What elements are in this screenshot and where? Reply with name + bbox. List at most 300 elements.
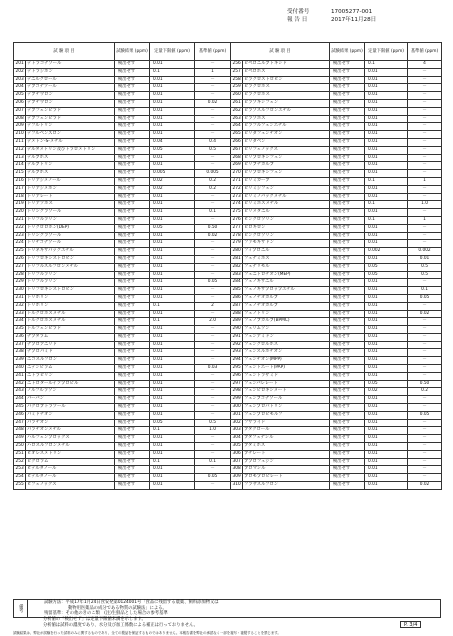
item-result: 検出せず bbox=[330, 201, 365, 209]
item-standard: － bbox=[195, 341, 231, 349]
item-name: テルブトリン bbox=[26, 162, 115, 170]
item-result: 検出せず bbox=[115, 341, 150, 349]
item-standard: 0.02 bbox=[408, 310, 442, 318]
item-name: トリシクラゾール bbox=[26, 232, 115, 240]
item-standard: 0.5 bbox=[195, 419, 231, 427]
table-row bbox=[231, 302, 442, 310]
item-result: 検出せず bbox=[330, 209, 365, 217]
item-result: 検出せず bbox=[115, 411, 150, 419]
item-loq: 0.05 bbox=[365, 380, 408, 388]
item-number: 225 bbox=[14, 248, 26, 256]
item-result: 検出せず bbox=[330, 450, 365, 458]
table-row bbox=[14, 232, 231, 240]
table-row bbox=[231, 99, 442, 107]
table-row bbox=[14, 287, 231, 295]
table-row bbox=[231, 84, 442, 92]
item-standard: 0.02 bbox=[195, 232, 231, 240]
item-standard: － bbox=[195, 123, 231, 131]
table-row bbox=[231, 435, 442, 443]
item-result: 検出せず bbox=[330, 115, 365, 123]
item-standard: － bbox=[408, 84, 442, 92]
item-loq: 0.01 bbox=[365, 474, 408, 482]
item-result: 検出せず bbox=[115, 154, 150, 162]
item-number: 226 bbox=[14, 255, 26, 263]
item-loq: 0.01 bbox=[365, 466, 408, 474]
item-standard: 0.002 bbox=[408, 248, 442, 256]
table-row bbox=[231, 294, 442, 302]
item-number: 272 bbox=[231, 185, 243, 193]
item-number: 233 bbox=[14, 310, 26, 318]
item-number: 243 bbox=[14, 388, 26, 396]
item-number: 308 bbox=[231, 466, 243, 474]
item-result: 検出せず bbox=[115, 482, 150, 490]
table-row bbox=[14, 123, 231, 131]
item-number: 227 bbox=[14, 263, 26, 271]
table-row bbox=[14, 240, 231, 248]
item-loq: 0.01 bbox=[365, 209, 408, 217]
item-result: 検出せず bbox=[115, 263, 150, 271]
item-standard: － bbox=[195, 357, 231, 365]
item-loq: 0.05 bbox=[365, 263, 408, 271]
item-result: 検出せず bbox=[330, 76, 365, 84]
footer-disclaimer: 試験結果は、弊社が試験を行った試料のみに関するものであり、全ての製品を保証するものではありません。本報告書を弊社の承認なく一部を複写・複製することを禁じます。 bbox=[13, 631, 281, 635]
table-row bbox=[231, 482, 442, 490]
item-number: 278 bbox=[231, 232, 243, 240]
item-result: 検出せず bbox=[115, 162, 150, 170]
item-standard: － bbox=[408, 450, 442, 458]
item-standard: － bbox=[408, 333, 442, 341]
item-result: 検出せず bbox=[330, 216, 365, 224]
item-number: 250 bbox=[14, 443, 26, 451]
item-result: 検出せず bbox=[330, 154, 365, 162]
item-number: 268 bbox=[231, 154, 243, 162]
item-loq: 0.1 bbox=[150, 318, 195, 326]
item-result: 検出せず bbox=[330, 326, 365, 334]
item-result: 検出せず bbox=[115, 318, 150, 326]
item-standard: － bbox=[195, 240, 231, 248]
item-loq: 0.01 bbox=[150, 271, 195, 279]
item-number: 209 bbox=[14, 123, 26, 131]
item-name: ノルフルラゾン bbox=[26, 388, 115, 396]
item-result: 検出せず bbox=[115, 84, 150, 92]
item-result: 検出せず bbox=[115, 240, 150, 248]
item-standard: － bbox=[195, 76, 231, 84]
item-number: 245 bbox=[14, 404, 26, 412]
item-number: 217 bbox=[14, 185, 26, 193]
item-loq: 0.01 bbox=[365, 99, 408, 107]
item-loq: 0.01 bbox=[365, 357, 408, 365]
item-result: 検出せず bbox=[330, 224, 365, 232]
table-row bbox=[14, 115, 231, 123]
item-number: 260 bbox=[231, 92, 243, 100]
item-result: 検出せず bbox=[330, 287, 365, 295]
table-row bbox=[14, 474, 231, 482]
item-result: 検出せず bbox=[115, 138, 150, 146]
item-standard: 0.01 bbox=[408, 255, 442, 263]
receipt-number-row bbox=[287, 9, 437, 17]
item-number: 277 bbox=[231, 224, 243, 232]
item-result: 検出せず bbox=[115, 302, 150, 310]
item-result: 検出せず bbox=[330, 232, 365, 240]
item-result: 検出せず bbox=[330, 404, 365, 412]
item-name: ブタクロール bbox=[243, 427, 330, 435]
item-name: テルブホス bbox=[26, 154, 115, 162]
table-row bbox=[14, 318, 231, 326]
item-loq: 0.01 bbox=[150, 396, 195, 404]
table-row bbox=[231, 209, 442, 217]
item-name: パラチオンメチル bbox=[26, 427, 115, 435]
item-loq: 0.01 bbox=[150, 232, 195, 240]
item-name: ピリプロキシフェン bbox=[243, 154, 330, 162]
item-name: ピラゾスルフロンエチル bbox=[243, 107, 330, 115]
item-name: トリフルラリン bbox=[26, 216, 115, 224]
item-loq: 0.01 bbox=[365, 240, 408, 248]
item-result: 検出せず bbox=[115, 177, 150, 185]
item-result: 検出せず bbox=[115, 123, 150, 131]
item-result: 検出せず bbox=[115, 419, 150, 427]
item-result: 検出せず bbox=[115, 115, 150, 123]
item-result: 検出せず bbox=[115, 388, 150, 396]
item-result: 検出せず bbox=[115, 427, 150, 435]
item-number: 307 bbox=[231, 458, 243, 466]
table-row bbox=[231, 419, 442, 427]
item-number: 290 bbox=[231, 326, 243, 334]
table-row bbox=[231, 427, 442, 435]
item-name: フラザスルフロン bbox=[243, 482, 330, 490]
item-name: フェントラザミド bbox=[243, 372, 330, 380]
header-standard: 基準値 (ppm) bbox=[195, 43, 231, 61]
item-number: 303 bbox=[231, 427, 243, 435]
table-row bbox=[231, 146, 442, 154]
item-name: ブタフェナシル bbox=[243, 435, 330, 443]
item-name: トリフロキシストロビン bbox=[26, 287, 115, 295]
item-name: ビオレスメトリン bbox=[26, 450, 115, 458]
item-name: ブロモプロピレート bbox=[243, 474, 330, 482]
item-result: 検出せず bbox=[330, 341, 365, 349]
item-standard: － bbox=[195, 92, 231, 100]
item-name: テトラコナゾール bbox=[26, 61, 115, 69]
item-result: 検出せず bbox=[330, 411, 365, 419]
item-name: ピリダベン bbox=[243, 138, 330, 146]
item-result: 検出せず bbox=[115, 396, 150, 404]
item-name: テニルクロール bbox=[26, 76, 115, 84]
item-number: 204 bbox=[14, 84, 26, 92]
item-name: ニコスルフロン bbox=[26, 357, 115, 365]
item-name: ピラゾホス bbox=[243, 115, 330, 123]
item-result: 検出せず bbox=[115, 333, 150, 341]
item-result: 検出せず bbox=[115, 68, 150, 76]
item-loq: 0.01 bbox=[365, 115, 408, 123]
table-row bbox=[14, 482, 231, 490]
item-result: 検出せず bbox=[330, 185, 365, 193]
item-number: 309 bbox=[231, 474, 243, 482]
item-loq: 0.01 bbox=[365, 294, 408, 302]
item-number: 228 bbox=[14, 271, 26, 279]
item-standard: － bbox=[408, 115, 442, 123]
notes-line: 分析値の「検出せず」は定量下限値未満を示します。 bbox=[43, 617, 146, 622]
item-loq: 0.1 bbox=[150, 458, 195, 466]
item-loq: 0.01 bbox=[365, 404, 408, 412]
item-standard: － bbox=[408, 349, 442, 357]
item-loq: 0.01 bbox=[365, 482, 408, 490]
item-name: フェントエート(PAP) bbox=[243, 365, 330, 373]
item-loq: 0.01 bbox=[365, 193, 408, 201]
item-number: 254 bbox=[14, 474, 26, 482]
item-name: トリフロキシストロビン bbox=[26, 255, 115, 263]
item-number: 251 bbox=[14, 450, 26, 458]
header-item: 試 験 項 目 bbox=[231, 43, 330, 61]
item-loq: 0.1 bbox=[150, 302, 195, 310]
table-row bbox=[231, 76, 442, 84]
item-loq: 0.05 bbox=[150, 146, 195, 154]
item-result: 検出せず bbox=[115, 193, 150, 201]
item-result: 検出せず bbox=[330, 302, 365, 310]
item-standard: － bbox=[195, 349, 231, 357]
item-standard: － bbox=[408, 458, 442, 466]
item-loq: 0.1 bbox=[365, 177, 408, 185]
item-loq: 0.01 bbox=[150, 248, 195, 256]
item-standard: － bbox=[195, 162, 231, 170]
item-number: 271 bbox=[231, 177, 243, 185]
table-row bbox=[14, 302, 231, 310]
item-result: 検出せず bbox=[330, 99, 365, 107]
item-standard: － bbox=[195, 396, 231, 404]
item-standard: － bbox=[408, 404, 442, 412]
table-row bbox=[231, 224, 442, 232]
item-result: 検出せず bbox=[330, 443, 365, 451]
item-result: 検出せず bbox=[330, 146, 365, 154]
item-standard: 0.5 bbox=[408, 263, 442, 271]
item-standard: － bbox=[408, 138, 442, 146]
item-loq: 0.1 bbox=[150, 427, 195, 435]
item-standard: － bbox=[408, 107, 442, 115]
table-row bbox=[14, 154, 231, 162]
table-row bbox=[231, 232, 442, 240]
table-row bbox=[14, 92, 231, 100]
item-loq: 0.01 bbox=[150, 372, 195, 380]
item-loq: 0.01 bbox=[365, 76, 408, 84]
item-loq: 0.1 bbox=[150, 68, 195, 76]
item-number: 201 bbox=[14, 61, 26, 69]
item-result: 検出せず bbox=[115, 248, 150, 256]
item-name: ファモキサドン bbox=[243, 240, 330, 248]
item-name: ピペロニルブトキシド bbox=[243, 61, 330, 69]
item-loq: 0.01 bbox=[150, 107, 195, 115]
item-standard: － bbox=[195, 482, 231, 490]
item-name: トルクロホスメチル bbox=[26, 310, 115, 318]
item-name: フェナミホス bbox=[243, 255, 330, 263]
item-standard: － bbox=[195, 154, 231, 162]
table-row bbox=[231, 318, 442, 326]
item-loq: 0.01 bbox=[150, 76, 195, 84]
table-row bbox=[14, 177, 231, 185]
table-row bbox=[231, 287, 442, 295]
item-number: 211 bbox=[14, 138, 26, 146]
item-number: 249 bbox=[14, 435, 26, 443]
item-number: 293 bbox=[231, 349, 243, 357]
item-standard: 0.2 bbox=[195, 177, 231, 185]
item-standard: － bbox=[195, 404, 231, 412]
item-standard: － bbox=[408, 193, 442, 201]
item-number: 262 bbox=[231, 107, 243, 115]
item-standard: 0.05 bbox=[195, 279, 231, 287]
item-standard: － bbox=[195, 294, 231, 302]
table-row bbox=[231, 388, 442, 396]
item-result: 検出せず bbox=[330, 162, 365, 170]
item-number: 241 bbox=[14, 372, 26, 380]
item-loq: 0.005 bbox=[150, 170, 195, 178]
item-standard: － bbox=[408, 224, 442, 232]
item-standard: － bbox=[408, 372, 442, 380]
item-loq: 0.01 bbox=[365, 84, 408, 92]
item-name: トルクロホスメチル bbox=[26, 318, 115, 326]
item-name: ニトロタールイソプロピル bbox=[26, 380, 115, 388]
item-standard: － bbox=[195, 372, 231, 380]
item-loq: 0.002 bbox=[365, 248, 408, 256]
item-loq: 0.01 bbox=[365, 326, 408, 334]
item-result: 検出せず bbox=[115, 365, 150, 373]
item-name: ブプロフェジン bbox=[243, 458, 330, 466]
item-loq: 0.01 bbox=[365, 255, 408, 263]
item-standard: － bbox=[195, 61, 231, 69]
item-name: フェンピロキシメート bbox=[243, 388, 330, 396]
item-name: ハルフェンプロックス bbox=[26, 435, 115, 443]
header-standard: 基準値 (ppm) bbox=[408, 43, 442, 61]
item-standard: 0.05 bbox=[195, 474, 231, 482]
item-name: フェンスルホチオン bbox=[243, 349, 330, 357]
notes-line: 動物用医薬品の成分である物質の試験法」による。 bbox=[68, 605, 167, 611]
item-result: 検出せず bbox=[330, 310, 365, 318]
item-name: フェノトリン bbox=[243, 310, 330, 318]
item-loq: 0.04 bbox=[150, 138, 195, 146]
item-standard: 0.5 bbox=[195, 146, 231, 154]
item-loq: 0.01 bbox=[150, 201, 195, 209]
item-standard: － bbox=[195, 193, 231, 201]
item-standard: － bbox=[408, 92, 442, 100]
table-row bbox=[14, 466, 231, 474]
item-name: フェノチオカルブ bbox=[243, 294, 330, 302]
item-loq: 0.01 bbox=[365, 224, 408, 232]
item-name: テフルベンズロン bbox=[26, 131, 115, 139]
item-standard: 0.5 bbox=[408, 271, 442, 279]
item-loq: 0.01 bbox=[365, 162, 408, 170]
item-number: 297 bbox=[231, 380, 243, 388]
item-loq: 0.01 bbox=[150, 365, 195, 373]
item-result: 検出せず bbox=[330, 177, 365, 185]
item-number: 242 bbox=[14, 380, 26, 388]
item-loq: 0.02 bbox=[365, 388, 408, 396]
item-name: フェノブカルブ(BPMC) bbox=[243, 318, 330, 326]
header-result: 試験結果 (ppm) bbox=[115, 43, 150, 61]
item-number: 222 bbox=[14, 224, 26, 232]
item-loq: 0.01 bbox=[365, 68, 408, 76]
item-loq: 0.01 bbox=[365, 232, 408, 240]
item-number: 229 bbox=[14, 279, 26, 287]
item-loq: 0.01 bbox=[365, 341, 408, 349]
item-result: 検出せず bbox=[330, 248, 365, 256]
item-standard: 0.1 bbox=[195, 209, 231, 217]
item-name: ビフェノックス bbox=[26, 482, 115, 490]
item-loq: 0.01 bbox=[365, 279, 408, 287]
table-row bbox=[231, 68, 442, 76]
item-result: 検出せず bbox=[115, 107, 150, 115]
item-loq: 0.01 bbox=[150, 240, 195, 248]
item-name: ビテルタノール bbox=[26, 474, 115, 482]
table-row bbox=[14, 61, 231, 69]
item-number: 212 bbox=[14, 146, 26, 154]
header-result: 試験結果 (ppm) bbox=[330, 43, 365, 61]
item-number: 289 bbox=[231, 318, 243, 326]
item-number: 285 bbox=[231, 287, 243, 295]
item-number: 287 bbox=[231, 302, 243, 310]
item-loq: 0.02 bbox=[150, 185, 195, 193]
item-loq: 0.01 bbox=[365, 443, 408, 451]
notes-line: 残留基準：その他のきのこ類 (注)生鮮品とした場合の参考基準 bbox=[44, 611, 168, 617]
item-loq: 0.1 bbox=[365, 216, 408, 224]
item-name: フェンクロルホス bbox=[243, 341, 330, 349]
item-loq: 0.01 bbox=[365, 365, 408, 373]
item-number: 284 bbox=[231, 279, 243, 287]
item-loq: 0.01 bbox=[365, 333, 408, 341]
table-row bbox=[14, 372, 231, 380]
table-row bbox=[231, 240, 442, 248]
item-number: 275 bbox=[231, 209, 243, 217]
item-name: フェンバレレート bbox=[243, 380, 330, 388]
report-header bbox=[287, 9, 437, 25]
item-name: ピラフルフェンエチル bbox=[243, 123, 330, 131]
item-loq: 0.01 bbox=[365, 349, 408, 357]
item-name: フサライド bbox=[243, 419, 330, 427]
item-result: 検出せず bbox=[115, 380, 150, 388]
item-loq: 0.01 bbox=[365, 107, 408, 115]
item-name: ピペロホス bbox=[243, 68, 330, 76]
item-standard: 0.4 bbox=[195, 138, 231, 146]
item-name: ナプロパミド bbox=[26, 349, 115, 357]
item-name: バーバン bbox=[26, 396, 115, 404]
table-row bbox=[14, 310, 231, 318]
item-loq: 0.01 bbox=[150, 209, 195, 217]
item-name: ブタミホス bbox=[243, 443, 330, 451]
item-standard: － bbox=[408, 427, 442, 435]
item-number: 300 bbox=[231, 404, 243, 412]
item-name: ニテンピラム bbox=[26, 365, 115, 373]
item-number: 238 bbox=[14, 349, 26, 357]
item-standard: － bbox=[408, 365, 442, 373]
table-row bbox=[14, 224, 231, 232]
item-number: 244 bbox=[14, 396, 26, 404]
item-loq: 0.05 bbox=[150, 419, 195, 427]
item-standard: 0.50 bbox=[195, 224, 231, 232]
item-number: 206 bbox=[14, 99, 26, 107]
table-row bbox=[231, 474, 442, 482]
item-result: 検出せず bbox=[115, 224, 150, 232]
item-name: テブコナゾール bbox=[26, 84, 115, 92]
table-row bbox=[14, 84, 231, 92]
item-result: 検出せず bbox=[115, 294, 150, 302]
table-row bbox=[231, 458, 442, 466]
table-row bbox=[14, 193, 231, 201]
item-loq: 0.01 bbox=[150, 411, 195, 419]
item-result: 検出せず bbox=[330, 123, 365, 131]
item-loq: 0.01 bbox=[150, 443, 195, 451]
table-row bbox=[231, 365, 442, 373]
item-number: 280 bbox=[231, 248, 243, 256]
item-number: 257 bbox=[231, 68, 243, 76]
page-number: P. 3/4 bbox=[400, 621, 421, 628]
item-number: 216 bbox=[14, 177, 26, 185]
item-number: 220 bbox=[14, 209, 26, 217]
item-loq: 0.01 bbox=[150, 99, 195, 107]
